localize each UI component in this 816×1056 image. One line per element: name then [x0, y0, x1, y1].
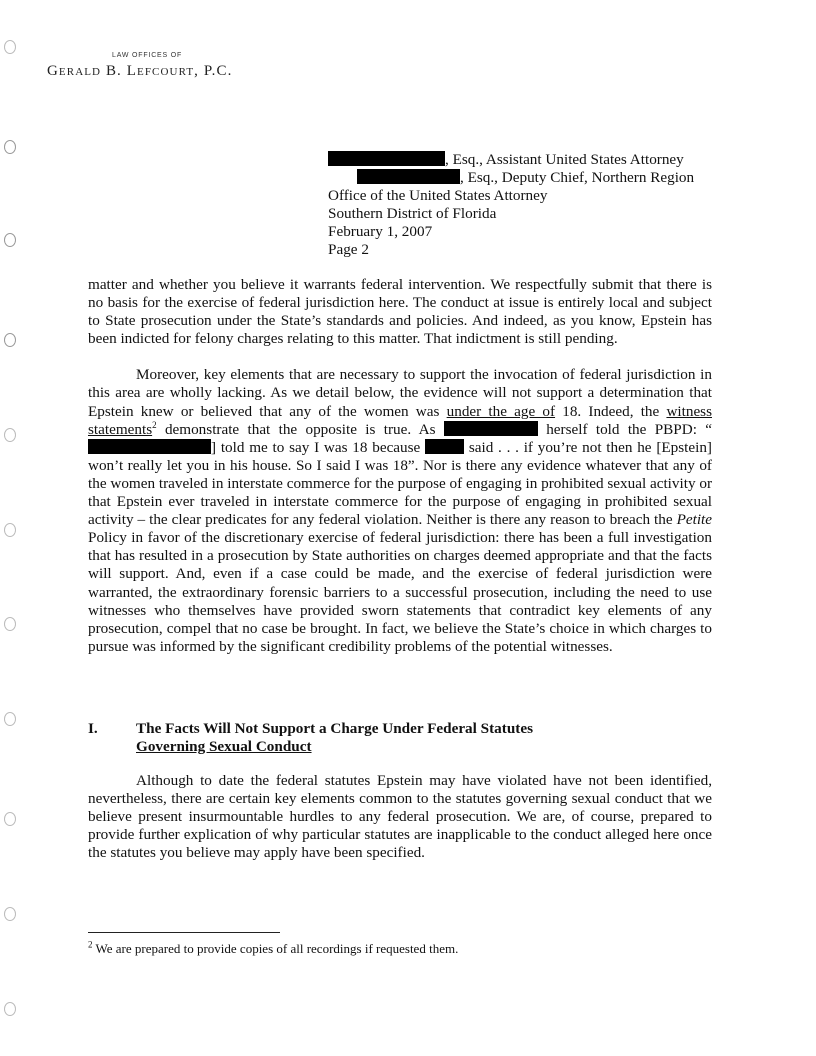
- punch-hole: [4, 617, 16, 631]
- redaction-bar: [88, 439, 211, 454]
- address-line-3: Office of the United States Attorney: [328, 187, 548, 204]
- section-number: I.: [88, 720, 98, 737]
- footnote-divider: [88, 932, 280, 933]
- paragraph-2-text: Policy in favor of the discretionary exercise of federal jurisdiction: there has been a full investigation that has resulted in a prosecution by State authorities on charges deemed appropriate and that the facts will support. And, even if a case could be made, and the exercise of federal jurisdiction were warranted, the extraordinary forensic barriers to a successful prosecution, including the need to use witnesses who themselves have provided sworn statements that contradict key elements of any prosecution, compel that no case be brought. In fact, we believe the State’s choice in which charges to pursue was informed by the significant credibility problems of the potential witnesses.: [88, 529, 712, 655]
- redaction-bar: [328, 151, 445, 166]
- address-line-2: [328, 169, 694, 187]
- letterhead-label: LAW OFFICES OF: [112, 52, 183, 59]
- redaction-bar: [357, 169, 460, 184]
- underlined-phrase: under the age of: [446, 402, 556, 420]
- footnote: [88, 941, 458, 957]
- redaction-bar: [444, 421, 538, 436]
- address-block: [328, 151, 694, 259]
- italic-term: Petite: [676, 511, 712, 529]
- punch-hole: [4, 712, 16, 726]
- punch-hole: [4, 907, 16, 921]
- redaction-bar: [425, 439, 464, 454]
- footnote-reference: 2: [152, 419, 157, 430]
- paragraph-2-text: ] told me to say I was 18 because: [211, 438, 426, 456]
- letterhead-firm-name: Gerald B. Lefcourt, P.C.: [47, 63, 233, 79]
- punch-hole: [4, 523, 16, 537]
- letter-body-continued: [88, 772, 712, 862]
- footnote-text: We are prepared to provide copies of all recordings if requested them.: [92, 941, 459, 956]
- paragraph-2-text: Moreover, key elements that are necessary to support the invocation of federal jurisdiction in this area are wholly lacking. As we detail below, the evidence will not support a determination that Epstein knew or believed that any of the women was: [88, 366, 712, 420]
- paragraph-2: [88, 366, 712, 656]
- letter-date: February 1, 2007: [328, 223, 433, 240]
- punch-hole: [4, 428, 16, 442]
- punch-hole: [4, 333, 16, 347]
- section-title-line-1: The Facts Will Not Support a Charge Under Federal Statutes: [136, 720, 533, 737]
- paragraph-3: Although to date the federal statutes Epstein may have violated have not been identified, nevertheless, there are certain key elements common to the statutes governing sexual conduct that we believe present insurmountable hurdles to any federal prosecution. We are, of course, prepared to provide further explication of why particular statutes are inapplicable to the conduct alleged here once the statutes you believe may apply have been specified.: [88, 772, 712, 862]
- page-number: Page 2: [328, 241, 369, 258]
- paragraph-2-text: demonstrate that the opposite is true. As: [156, 420, 444, 438]
- address-line-1: [328, 151, 694, 169]
- address-line-4: Southern District of Florida: [328, 205, 497, 222]
- section-title-line-2: Governing Sexual Conduct: [136, 738, 312, 755]
- address-line-1-text: , Esq., Assistant United States Attorney: [445, 151, 684, 168]
- underlined-phrase: witness statements: [88, 402, 712, 438]
- paragraph-2-text: said . . . if you’re not then he [Epstein] won’t really let you in his house. So I said I was 18”. Nor is there any evidence whatever that any of the women traveled in interstate commerce for the purpose of engaging in prohibited sexual activity or that Epstein ever traveled in interstate commerce for the purpose of engaging in prohibited sexual activity – the clear predicates for any federal violation. Neither is there any reason to breach the: [88, 438, 712, 529]
- punch-hole: [4, 812, 16, 826]
- punch-hole: [4, 233, 16, 247]
- paragraph-2-text: 18. Indeed, the: [555, 402, 667, 420]
- paragraph-1: matter and whether you believe it warrants federal intervention. We respectfully submit that there is no basis for the exercise of federal jurisdiction here. The conduct at issue is entirely local and subject to State prosecution under the State’s standards and policies. And indeed, as you know, Epstein has been indicted for felony charges relating to this matter. That indictment is still pending.: [88, 276, 712, 348]
- punch-hole: [4, 1002, 16, 1016]
- punch-hole: [4, 40, 16, 54]
- letter-body: [88, 276, 712, 656]
- address-line-2-text: , Esq., Deputy Chief, Northern Region: [460, 169, 695, 186]
- footnote-marker: 2: [88, 939, 93, 950]
- punch-hole: [4, 140, 16, 154]
- paragraph-2-text: herself told the PBPD: “: [537, 420, 712, 438]
